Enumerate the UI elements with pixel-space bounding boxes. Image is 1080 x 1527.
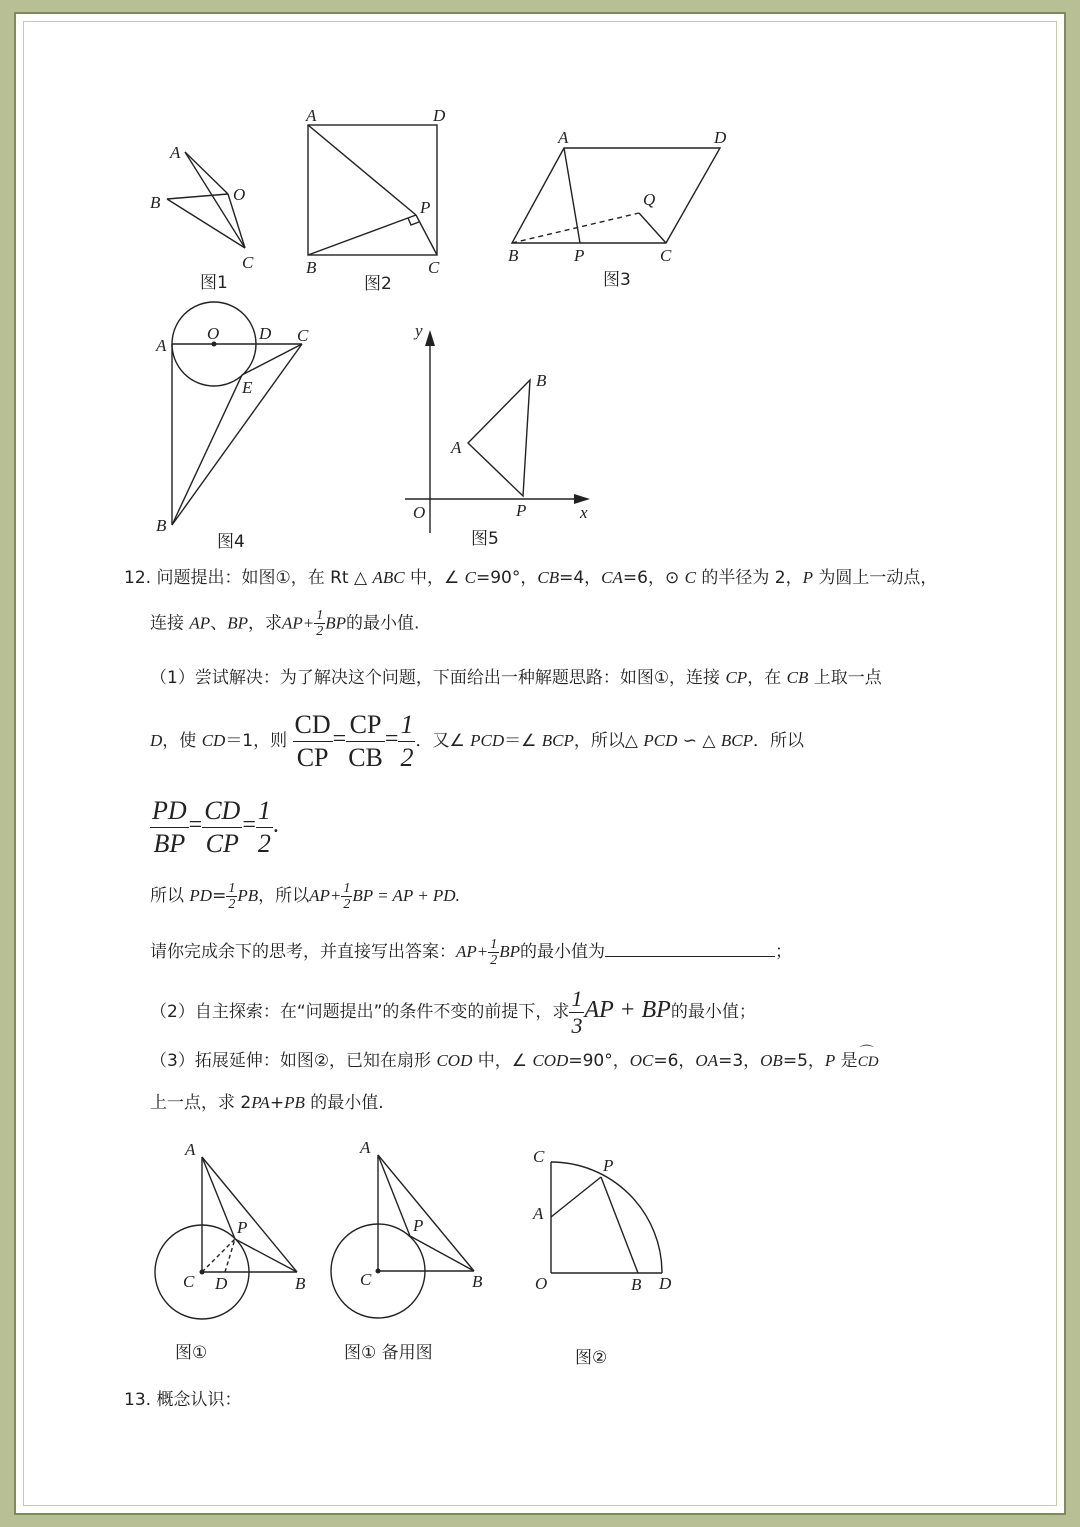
text: 连接 [150,613,190,634]
q12-part2 [150,984,756,1036]
q12-line1 [124,566,937,590]
var: OC [629,1051,654,1070]
text: 为圆上一动点， [812,568,938,588]
denominator: 2 [316,624,324,639]
label-A: A [170,143,181,162]
numerator: 1 [228,880,236,896]
fraction-cd-cp [293,709,333,774]
label-P: P [420,198,431,217]
q12-part1-line4 [150,876,460,916]
text: （1）尝试解决：为了解决这个问题，下面给出一种解题思路：如图①，连接 [150,668,726,688]
var: BP [227,613,248,633]
text: = [212,886,227,906]
expr: = AP + PD. [372,886,460,905]
text: ＝∠ [504,731,542,751]
label-O: O [207,324,220,343]
fraction-cd-cp [202,795,242,860]
label-C: C [533,1147,545,1166]
text: 的最小值； [670,1002,756,1022]
caption-fig5: 图5 [471,529,499,549]
label-D: D [215,1274,228,1293]
text: =90°， [475,568,538,588]
numerator: CP [346,709,385,742]
q12-line2 [150,608,419,639]
numerator: 1 [490,936,498,952]
text: 的最小值. [304,1093,384,1113]
text: =6，⊙ [622,568,685,588]
var: P [802,568,813,587]
label-B: B [295,1274,306,1293]
fraction-half [488,937,499,968]
var: ABC [372,568,405,587]
denominator: 2 [490,952,498,968]
denominator: 2 [228,896,236,912]
label-P: P [413,1216,424,1235]
fraction-pd-bp [150,795,189,860]
q12-part1-line3 [150,790,279,860]
label-D: D [659,1274,672,1293]
text: ．又∠ [415,731,471,751]
caption-fig4: 图4 [217,532,245,552]
text: 、 [210,613,228,634]
equals-sign: = [384,726,399,752]
label-D: D [714,128,727,147]
expr: AP + BP [584,997,671,1023]
numerator: 1 [316,608,324,623]
text: 的最小值为 [520,942,606,962]
text: ，使 [162,731,202,751]
label-A: A [156,336,167,355]
label-A: A [533,1204,544,1223]
fraction-half [341,881,352,912]
text: 所以 [150,886,190,906]
text: 中，∠ [472,1051,533,1071]
figure-circle-1 [145,1135,320,1370]
numerator: CD [293,709,333,742]
expr: AP+ [281,613,315,633]
label-D: D [433,106,446,125]
label-E: E [242,378,253,397]
answer-blank[interactable] [605,938,775,957]
text: ，所以△ [573,731,644,751]
expr: BP [499,942,521,961]
label-B: B [631,1275,642,1294]
label-P: P [574,246,585,265]
label-A: A [185,1140,196,1159]
numerator: 1 [571,985,583,1011]
var: BCP [720,731,753,750]
text: 上取一点 [808,668,882,688]
var: D [150,731,163,750]
denominator: 2 [343,896,351,912]
numerator: CD [202,795,242,828]
var: PCD [470,731,505,750]
label-O: O [413,503,426,522]
text: =4， [559,568,602,588]
text: 中，∠ [404,568,465,588]
expr: AP+ [456,942,489,961]
fraction-one-half [256,795,273,860]
fraction-half [314,608,325,639]
text: ∽ △ [677,731,721,751]
text: 上一点，求 2 [150,1093,252,1113]
denominator: CB [348,742,383,772]
denominator: 3 [571,1012,583,1038]
text: 的最小值. [346,613,420,634]
var: CA [601,568,623,587]
equals-sign: = [188,812,203,838]
denominator: CP [205,828,239,858]
caption-figB: 图① 备用图 [344,1343,433,1363]
text: 的半径为 2， [695,568,803,588]
label-B: B [536,371,547,390]
caption-fig3: 图3 [603,270,631,290]
label-C: C [428,258,440,277]
equals-sign: = [242,812,256,838]
var: CB [537,568,560,587]
label-P: P [603,1156,614,1175]
fraction-one-half [398,709,415,774]
var: PCD [643,731,678,750]
text: 请你完成余下的思考，并直接写出答案： [150,942,456,962]
text: （2）自主探索：在“问题提出”的条件不变的前提下，求 [150,1002,570,1022]
text: ； [775,942,793,962]
var: BCP [541,731,574,750]
numerator: PD [150,795,189,828]
center-dot [200,1270,205,1275]
text: =6， [653,1051,696,1071]
label-B: B [508,246,519,265]
figure-circle-1-backup [322,1135,507,1370]
var: OB [760,1051,783,1070]
text: + [269,1093,285,1113]
denominator: 2 [400,742,414,772]
var: PD [189,886,213,905]
q12-part1-line1 [150,666,882,690]
text: =90°， [568,1051,630,1071]
label-y: y [415,321,423,340]
label-A: A [360,1138,371,1157]
expr: AP+ [309,886,342,905]
var: C [464,568,476,587]
numerator: 1 [343,880,351,896]
denominator: CP [296,742,329,772]
label-C: C [297,326,309,345]
text: =3， [718,1051,761,1071]
fraction-one-third [569,986,584,1039]
label-B: B [472,1272,483,1291]
fraction-half [226,881,237,912]
question-13-heading: 13. 概念认识： [124,1390,242,1410]
label-B: B [156,516,167,535]
var: PB [237,886,259,905]
caption-figA: 图① [175,1343,208,1363]
var: CB [786,668,809,687]
label-B: B [150,193,161,212]
text: ．所以 [753,731,804,751]
q12-part3-line1 [150,1049,879,1074]
label-C: C [660,246,672,265]
label-C: C [242,253,254,272]
center-dot [376,1269,381,1274]
var: AP [189,613,211,633]
label-D: D [259,324,272,343]
q12-part3-line2 [150,1091,384,1115]
denominator: BP [153,828,186,858]
text: ＝1，则 [225,731,288,751]
label-P: P [237,1218,248,1237]
var: PA [251,1093,270,1112]
var: P [824,1051,836,1070]
caption-fig1: 图1 [200,273,228,293]
label-P: P [516,501,527,520]
var: OA [695,1051,719,1070]
q12-part1-line2 [150,704,804,774]
fraction-cp-cb [346,709,385,774]
text: 是 [835,1051,858,1071]
label-Q: Q [643,190,656,209]
label-x: x [580,503,588,522]
arc-cd: ⌒ CD [858,1054,879,1070]
text: ，求 [247,613,282,634]
var: CP [725,668,748,687]
expr: BP [352,886,373,905]
denominator: 2 [257,828,271,858]
label-C: C [183,1272,195,1291]
text: ，在 [747,668,787,688]
text: （3）拓展延伸：如图②，已知在扇形 [150,1051,437,1071]
numerator: 1 [398,709,415,742]
caption-fig2: 图2 [364,274,392,294]
label-A: A [306,106,317,125]
text: ，所以 [258,886,310,906]
label-O: O [233,185,246,204]
label-O: O [535,1274,548,1293]
var: COD [436,1051,473,1070]
label-A: A [558,128,569,147]
period: . [272,812,279,838]
var: COD [532,1051,569,1070]
numerator: 1 [256,795,273,828]
equals-sign: = [332,726,347,752]
question-number: 12. [124,568,152,588]
label-A: A [451,438,462,457]
q12-part1-line5 [150,932,792,972]
label-C: C [360,1270,372,1289]
text: 问题提出：如图①，在 Rt △ [156,568,373,588]
var: CD [201,731,226,750]
var: PB [284,1093,305,1112]
label-B: B [306,258,317,277]
caption-figC: 图② [575,1348,608,1368]
expr: BP [325,613,346,633]
var: C [684,568,696,587]
text: =5， [782,1051,825,1071]
figure-sector-2 [525,1140,695,1375]
